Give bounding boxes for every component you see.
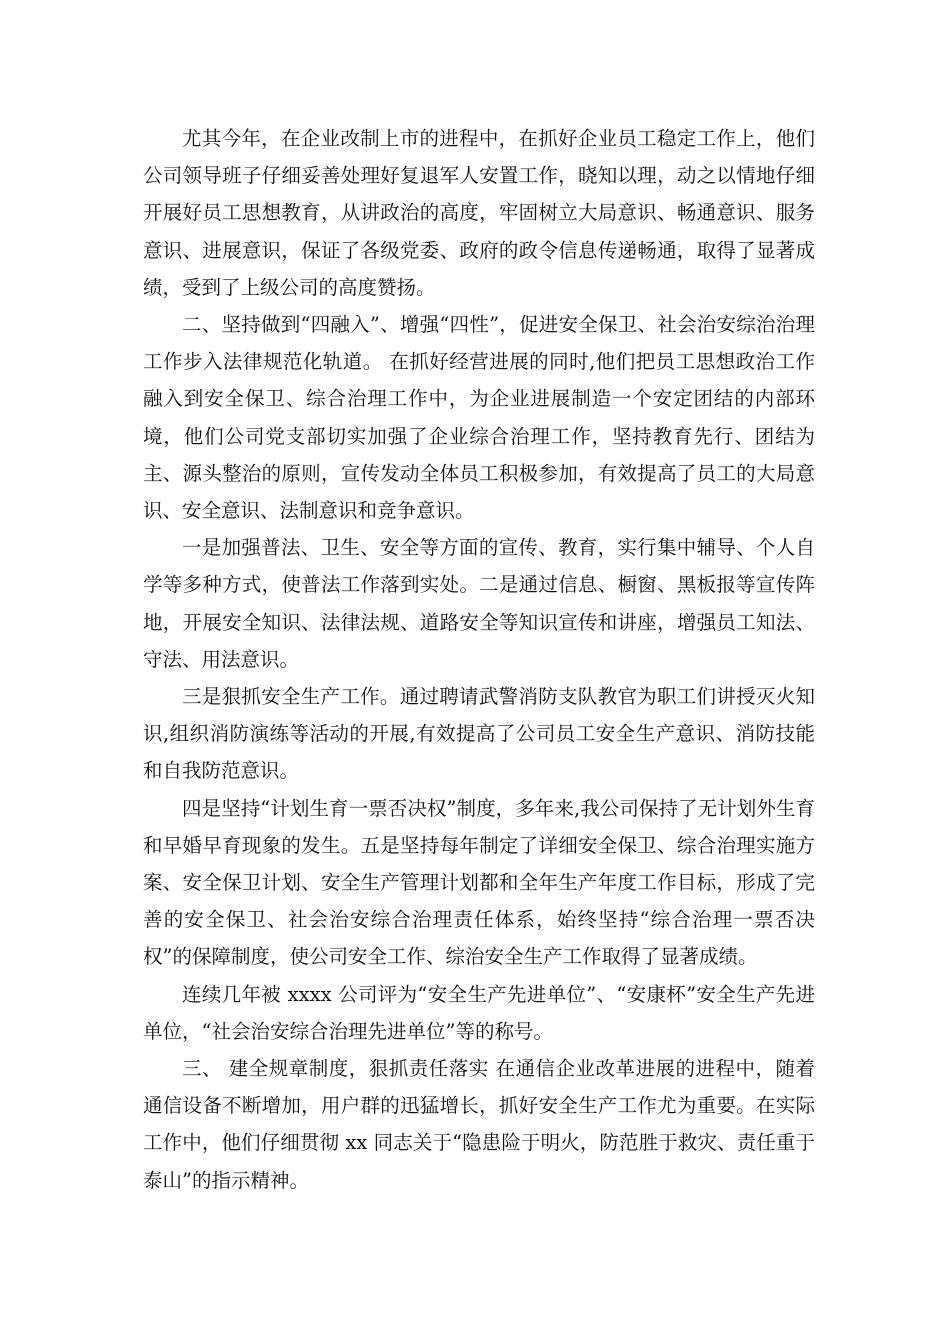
paragraph-6: 连续几年被 xxxx 公司评为“安全生产先进单位”、“安康杯”安全生产先进单位，“社会治安综合治理先进单位”等的称号。 (143, 982, 815, 1043)
paragraph-2: 二、坚持做到“四融入”、增强“四性”，促进安全保卫、社会治安综治治理工作步入法律规范化轨道。 在抓好经营进展的同时,他们把员工思想政治工作融入到安全保卫、综合治理工作中，为企业进展制造一个安定团结的内部环境，他们公司党支部切实加强了企业综合治理工作，坚持教育先行、团结为主、源头整治的原则，宣传发动全体员工积极参加，有效提高了员工的大局意识、安全意识、法制意识和竞争意识。 (143, 313, 815, 523)
paragraph-1: 尤其今年，在企业改制上市的进程中，在抓好企业员工稳定工作上，他们公司领导班子仔细妥善处理好复退军人安置工作，晓知以理，动之以情地仔细开展好员工思想教育，从讲政治的高度，牢固树立大局意识、畅通意识、服务意识、进展意识，保证了各级党委、政府的政令信息传递畅通，取得了显著成绩，受到了上级公司的高度赞扬。 (143, 127, 815, 299)
paragraph-7: 三、 建全规章制度，狠抓责任落实 在通信企业改革进展的进程中，随着通信设备不断增加，用户群的迅猛增长，抓好安全生产工作尤为重要。在实际工作中，他们仔细贯彻 xx 同志关于“隐患险于明火，防范胜于救灾、责任重于泰山”的指示精神。 (143, 1057, 815, 1192)
paragraph-5: 四是坚持“计划生育一票否决权”制度，多年来,我公司保持了无计划外生育和早婚早育现象的发生。五是坚持每年制定了详细安全保卫、综合治理实施方案、安全保卫计划、安全生产管理计划都和全年生产年度工作目标，形成了完善的安全保卫、社会治安综合治理责任体系，始终坚持“综合治理一票否决权”的保障制度，使公司安全工作、综治安全生产工作取得了显著成绩。 (143, 796, 815, 969)
paragraph-4: 三是狠抓安全生产工作。通过聘请武警消防支队教官为职工们讲授灭火知识,组织消防演练等活动的开展,有效提高了公司员工安全生产意识、消防技能和自我防范意识。 (143, 685, 815, 783)
paragraph-3: 一是加强普法、卫生、安全等方面的宣传、教育，实行集中辅导、个人自学等多种方式，使普法工作落到实处。二是通过信息、橱窗、黑板报等宣传阵地，开展安全知识、法律法规、道路安全等知识宣传和讲座，增强员工知法、守法、用法意识。 (143, 536, 815, 671)
document-body (143, 120, 815, 1199)
